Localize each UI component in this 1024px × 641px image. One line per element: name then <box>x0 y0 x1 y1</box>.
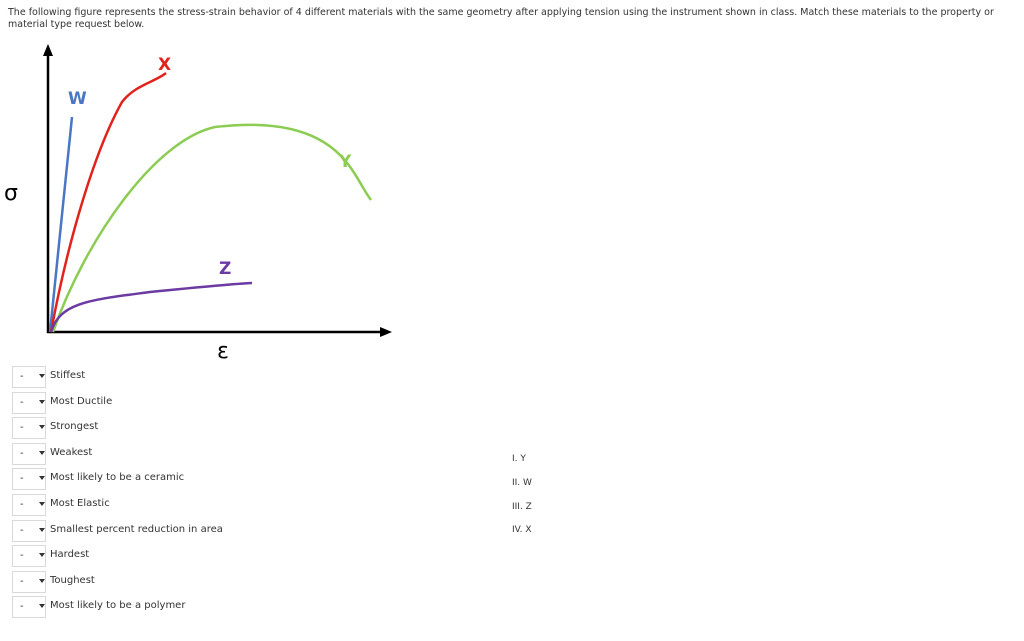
matching-row <box>12 571 412 593</box>
matching-row <box>12 392 412 414</box>
dropdown-arrow-icon <box>39 502 45 506</box>
answer-option: I. Y <box>512 454 526 464</box>
curve-label-w: W <box>68 89 87 109</box>
select-value: - <box>20 447 24 459</box>
select-value: - <box>20 396 24 408</box>
matching-row <box>12 494 412 516</box>
row-label: Most likely to be a ceramic <box>50 472 185 484</box>
answer-select[interactable] <box>12 596 46 618</box>
answer-select[interactable] <box>12 392 46 414</box>
row-label: Most Elastic <box>50 498 110 509</box>
answer-select[interactable] <box>12 520 46 542</box>
dropdown-arrow-icon <box>39 451 45 455</box>
row-label: Most likely to be a polymer <box>50 600 186 612</box>
dropdown-arrow-icon <box>39 604 45 608</box>
dropdown-arrow-icon <box>39 374 45 378</box>
curve-label-y: Y <box>339 152 352 172</box>
dropdown-arrow-icon <box>39 579 45 583</box>
answer-option: IV. X <box>512 525 532 535</box>
answer-select[interactable] <box>12 468 46 490</box>
row-label: Toughest <box>50 574 95 586</box>
curve-z <box>51 283 252 332</box>
curve-w <box>50 117 72 332</box>
x-axis-arrowhead <box>380 327 392 337</box>
answer-option: III. Z <box>512 502 532 512</box>
matching-row <box>12 417 412 439</box>
matching-row <box>12 545 412 567</box>
stress-strain-figure <box>0 40 420 374</box>
answer-select[interactable] <box>12 417 46 439</box>
answer-select[interactable] <box>12 443 46 465</box>
matching-row <box>12 520 412 542</box>
dropdown-arrow-icon <box>39 425 45 429</box>
row-label: Weakest <box>50 446 93 458</box>
row-label: Hardest <box>50 549 90 561</box>
answer-select[interactable] <box>12 545 46 567</box>
dropdown-arrow-icon <box>39 476 45 480</box>
select-value: - <box>20 601 24 613</box>
row-label: Most Ductile <box>50 395 113 407</box>
dropdown-arrow-icon <box>39 553 45 557</box>
curve-label-z: Z <box>219 259 232 279</box>
dropdown-arrow-icon <box>39 528 45 532</box>
x-axis-label: ε <box>217 339 229 364</box>
row-label: Strongest <box>50 421 99 433</box>
matching-row <box>12 366 412 388</box>
row-label: Stiffest <box>50 370 86 381</box>
y-axis-label: σ <box>4 181 18 206</box>
answer-select[interactable] <box>12 494 46 516</box>
select-value: - <box>20 422 24 434</box>
question-text: The following figure represents the stress-strain behavior of 4 different materials with the same geometry after applying tension using the instrument shown in class. Match these materials to the property or material type request below. <box>8 7 994 30</box>
select-value: - <box>20 473 24 485</box>
curve-label-x: X <box>158 55 172 75</box>
select-value: - <box>20 499 24 510</box>
select-value: - <box>20 524 24 536</box>
row-label: Smallest percent reduction in area <box>50 523 223 535</box>
answer-option: II. W <box>512 478 532 488</box>
curve-y <box>53 125 371 332</box>
answer-select[interactable] <box>12 571 46 593</box>
answer-select[interactable] <box>12 366 46 388</box>
matching-row <box>12 596 412 618</box>
select-value: - <box>20 550 24 562</box>
select-value: - <box>20 371 24 382</box>
dropdown-arrow-icon <box>39 400 45 404</box>
matching-row <box>12 468 412 490</box>
select-value: - <box>20 575 24 587</box>
matching-row <box>12 443 412 465</box>
y-axis-arrowhead <box>43 44 53 56</box>
